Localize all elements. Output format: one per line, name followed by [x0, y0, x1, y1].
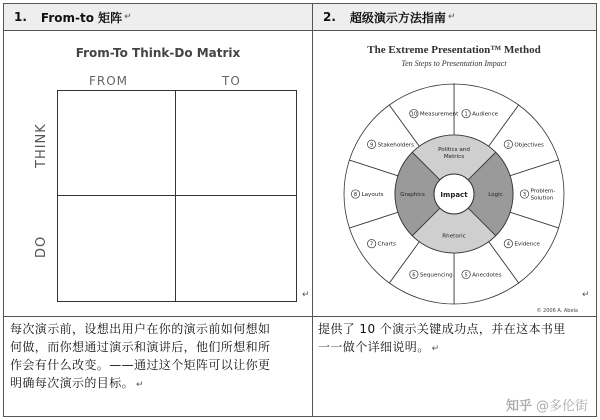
wheel-step-label: Layouts	[361, 192, 384, 198]
matrix-row-do: DO	[34, 235, 49, 258]
wheel-step-number: 10	[410, 111, 418, 118]
matrix-col-to: TO	[222, 74, 241, 88]
right-header-number: 2.	[323, 10, 336, 24]
left-desc-line: 何做，而你想通过演示和演讲后，他们所想和所	[10, 340, 271, 354]
wheel-step-number: 8	[353, 192, 358, 198]
wheel-step-label: Audience	[472, 111, 499, 118]
wheel-step-number: 7	[370, 241, 374, 248]
left-desc-line: 明确每次演示的目标。 ↵	[10, 376, 144, 390]
wheel-step-number: 2	[506, 142, 510, 149]
left-desc-line: 每次演示前，设想出用户在你的演示前如何想如	[10, 322, 271, 336]
wheel-inner-label: Logic	[488, 192, 503, 198]
left-desc-line: 作会有什么改变。——通过这个矩阵可以让你更	[10, 358, 271, 372]
wheel-step-label: Sequencing	[419, 272, 453, 279]
wheel-copyright: © 2006 A. Abela	[536, 308, 578, 314]
watermark-user: @多伦街	[535, 399, 588, 414]
left-description	[10, 320, 310, 394]
return-mark: ↵	[302, 290, 310, 300]
wheel-step-number: 5	[464, 272, 468, 279]
matrix-grid	[57, 90, 297, 302]
return-mark: ↵	[447, 12, 456, 22]
matrix-grid-vertical	[175, 91, 176, 301]
return-mark: ↵	[582, 290, 590, 300]
wheel-step-number: 1	[464, 111, 468, 118]
comparison-table	[3, 3, 597, 417]
right-desc-line: 提供了 10 个演示关键成功点，并在这本书里	[318, 322, 566, 336]
watermark	[506, 395, 588, 414]
matrix-grid-horizontal	[58, 195, 296, 196]
wheel-step-label: Solution	[530, 195, 554, 202]
wheel-title: The Extreme Presentation™ Method	[367, 44, 541, 56]
wheel-step-number: 9	[370, 142, 374, 149]
matrix-row-think: THINK	[34, 123, 49, 168]
return-mark: ↵	[124, 12, 132, 22]
left-header-title: From-to 矩阵	[40, 10, 123, 25]
wheel-subtitle: Ten Steps to Presentation Impact	[401, 59, 507, 68]
wheel-inner-label: Graphics	[400, 192, 425, 198]
wheel-step-label: Anecdotes	[472, 272, 502, 279]
right-description	[318, 320, 594, 358]
left-header	[4, 4, 312, 30]
right-desc-line: 一一做个详细说明。 ↵	[318, 340, 440, 354]
matrix-title: From-To Think-Do Matrix	[75, 46, 241, 60]
wheel-step-label: Problem-	[530, 188, 556, 195]
body-divider	[4, 316, 596, 317]
matrix-col-from: FROM	[89, 74, 129, 88]
wheel-step-label: Measurement	[419, 111, 459, 118]
wheel-step-label: Objectives	[514, 142, 544, 149]
wheel-step-number: 3	[522, 192, 527, 198]
right-header	[313, 4, 596, 30]
wheel-step-label: Evidence	[514, 241, 540, 248]
left-header-number: 1.	[14, 10, 27, 24]
wheel-center-label: Impact	[440, 191, 468, 199]
wheel-inner-label: Metrics	[443, 154, 465, 160]
presentation-method-wheel	[313, 31, 596, 316]
wheel-step-label: Stakeholders	[377, 142, 415, 149]
wheel-inner-label: Rhetoric	[442, 233, 466, 240]
zhihu-logo: 知乎	[505, 399, 532, 414]
wheel-step-number: 4	[506, 241, 510, 248]
wheel-step-label: Charts	[377, 241, 396, 248]
wheel-step-number: 6	[412, 272, 416, 279]
think-do-matrix	[57, 74, 297, 302]
right-header-title: 超级演示方法指南	[349, 10, 446, 25]
wheel-inner-label: Politics and	[438, 147, 470, 153]
